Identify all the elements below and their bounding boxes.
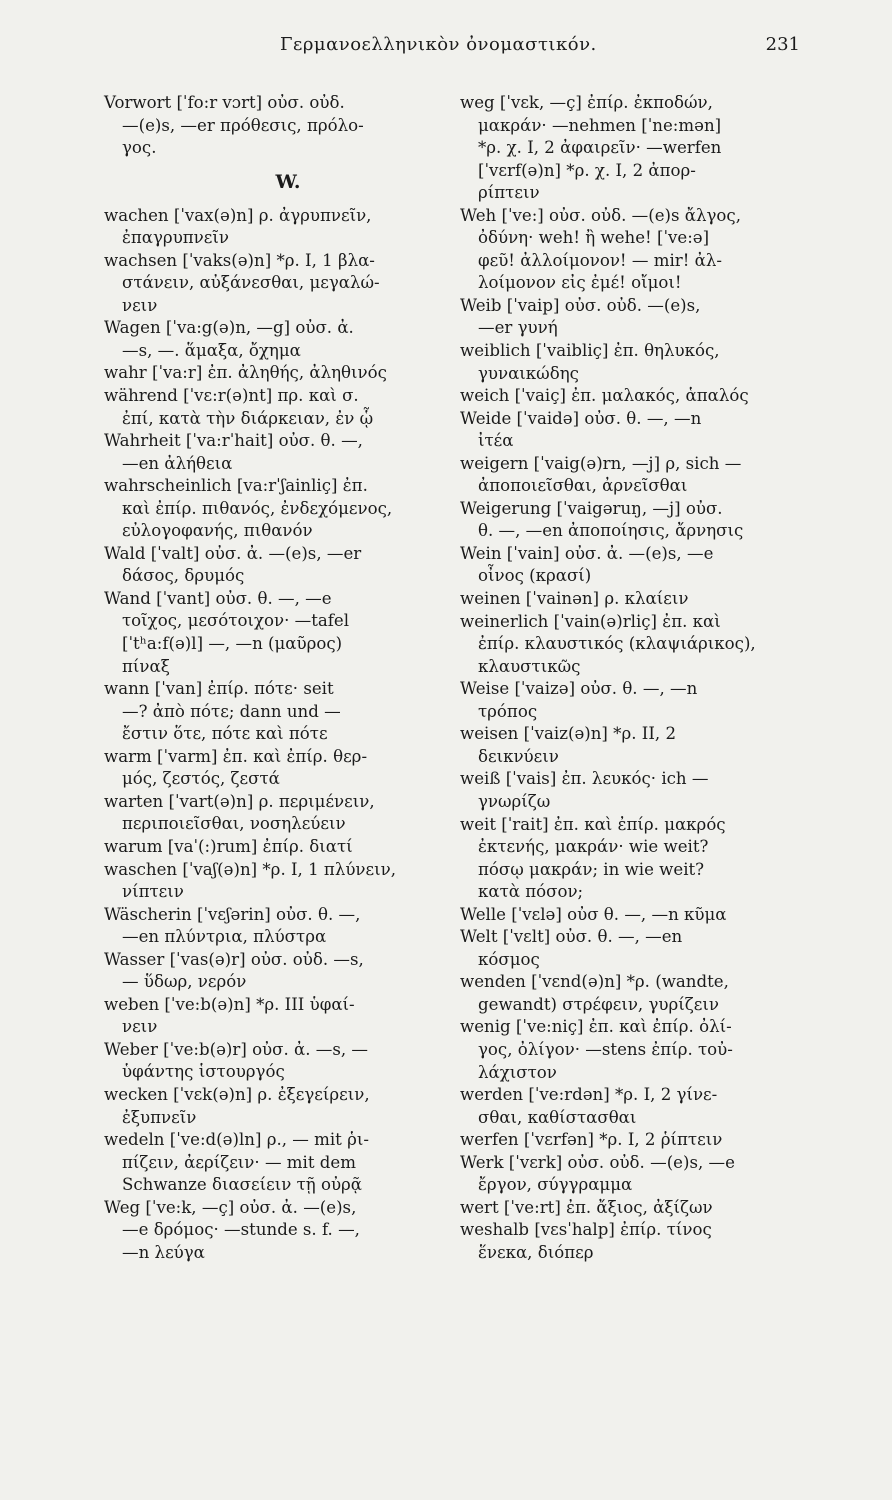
entry-continuation-line: γος.: [122, 138, 157, 158]
entry-headword-line: wachen [ˈvax(ə)n] ρ. ἀγρυπνεῖν,: [104, 205, 372, 225]
entry-continuation-line: λοίμονον εἰς ἐμέ! οἴμοι!: [478, 273, 682, 293]
entry-continuation-line: ἰτέα: [478, 431, 514, 451]
entry-continuation-line: νειν: [122, 295, 158, 315]
entry-headword-line: Werk [ˈvɛrk] οὐσ. οὐδ. —(e)s, —e: [460, 1152, 735, 1172]
entry-headword-line: warum [vaˈ(:)rum] ἐπίρ. διατί: [104, 836, 353, 856]
entry-headword-line: weinerlich [ˈvain(ə)rliç] ἐπ. καὶ: [460, 611, 721, 631]
entry-headword-line: wecken [ˈvɛk(ə)n] ρ. ἐξεγείρειν,: [104, 1084, 370, 1104]
entry-headword-line: warm [ˈvarm] ἐπ. καὶ ἐπίρ. θερ-: [104, 746, 368, 766]
entry-headword-line: wenig [ˈve:niç] ἐπ. καὶ ἐπίρ. ὀλί-: [460, 1017, 732, 1037]
entry-headword-line: Wahrheit [ˈva:rˈhait] οὐσ. θ. —,: [104, 431, 363, 451]
entry-continuation-line: —(e)s, —er πρόθεσις, πρόλο-: [122, 115, 364, 135]
entry-continuation-line: ὑφάντης ἱστουργός: [122, 1062, 285, 1082]
entry-continuation-line: γος, ὀλίγον· —stens ἐπίρ. τοὐ-: [478, 1039, 733, 1059]
entry-continuation-line: μός, ζεστός, ζεστά: [122, 769, 280, 789]
entry-continuation-line: τρόπος: [478, 701, 538, 721]
entry-continuation-line: — ὕδωρ, νερόν: [122, 972, 247, 992]
entry-continuation-line: ἐξυπνεῖν: [122, 1107, 197, 1127]
entry-headword-line: Weg [ˈve:k, —ç] οὐσ. ἀ. —(e)s,: [104, 1197, 357, 1217]
entry-headword-line: werden [ˈve:rdən] *ρ. I, 2 γίνε-: [460, 1085, 718, 1105]
entry-continuation-line: καὶ ἐπίρ. πιθανός, ἐνδεχόμενος,: [122, 498, 393, 518]
entry-continuation-line: κατὰ πόσον;: [478, 882, 584, 902]
entry-continuation-line: gewandt) στρέφειν, γυρίζειν: [478, 994, 719, 1014]
entry-headword-line: weich [ˈvaiç] ἐπ. μαλακός, ἁπαλός: [460, 386, 749, 406]
entry-headword-line: Vorwort [ˈfo:r vɔrt] οὐσ. οὐδ.: [104, 93, 345, 112]
entry-headword-line: werfen [ˈvɛrfən] *ρ. I, 2 ῥίπτειν: [460, 1130, 723, 1150]
entry-headword-line: Welle [ˈvɛlə] οὐσ θ. —, —n κῦμα: [460, 904, 727, 924]
entry-headword-line: warten [ˈvart(ə)n] ρ. περιμένειν,: [104, 791, 375, 811]
entry-continuation-line: ἐπαγρυπνεῖν: [122, 228, 229, 248]
entry-headword-line: Wein [ˈvain] οὐσ. ἀ. —(e)s, —e: [460, 543, 714, 563]
entry-continuation-line: —n λεύγα: [122, 1242, 205, 1262]
entry-continuation-line: πίναξ: [122, 656, 170, 676]
entry-continuation-line: στάνειν, αὐξάνεσθαι, μεγαλώ-: [122, 273, 380, 293]
entry-headword-line: wahr [ˈva:r] ἐπ. ἀληθής, ἀληθινός: [104, 363, 387, 383]
entry-continuation-line: νίπτειν: [122, 882, 184, 902]
entry-headword-line: Weber [ˈve:b(ə)r] οὐσ. ἀ. —s, —: [104, 1039, 369, 1059]
entry-headword-line: wann [ˈvan] ἐπίρ. πότε· seit: [104, 679, 334, 699]
entry-continuation-line: κόσμος: [478, 949, 540, 969]
entry-continuation-line: μακράν· —nehmen [ˈne:mən]: [478, 115, 722, 135]
entry-continuation-line: ἔστιν ὅτε, πότε καὶ πότε: [122, 724, 328, 744]
entry-headword-line: weigern [ˈvaig(ə)rn, —j] ρ, sich —: [460, 453, 742, 473]
entry-continuation-line: σθαι, καθίστασθαι: [478, 1107, 637, 1127]
entry-continuation-line: ἀποποιεῖσθαι, ἀρνεῖσθαι: [478, 476, 688, 496]
entry-continuation-line: —en ἀλήθεια: [122, 453, 233, 473]
entry-headword-line: weshalb [vɛsˈhalp] ἐπίρ. τίνος: [460, 1220, 712, 1240]
entry-continuation-line: ἐκτενής, μακράν· wie weit?: [478, 837, 709, 857]
entry-headword-line: Wald [ˈvalt] οὐσ. ἀ. —(e)s, —er: [104, 543, 362, 563]
entry-headword-line: weiblich [ˈvaibliç] ἐπ. θηλυκός,: [460, 341, 720, 361]
entry-continuation-line: νειν: [122, 1017, 158, 1037]
entry-continuation-line: δάσος, δρυμός: [122, 566, 245, 586]
entry-continuation-line: —en πλύντρια, πλύστρα: [122, 927, 327, 947]
entry-continuation-line: ρίπτειν: [478, 183, 540, 203]
entry-headword-line: waschen [ˈvaʃ(ə)n] *ρ. I, 1 πλύνειν,: [104, 859, 396, 879]
entry-continuation-line: ὀδύνη· weh! ἢ wehe! [ˈve:ə]: [478, 228, 710, 248]
entry-headword-line: Wäscherin [ˈvɛʃərin] οὐσ. θ. —,: [104, 904, 361, 924]
entry-continuation-line: δεικνύειν: [478, 746, 559, 766]
entry-continuation-line: ἕνεκα, διόπερ: [478, 1242, 594, 1262]
entry-continuation-line: —? ἀπὸ πότε; dann und —: [122, 701, 341, 721]
entry-continuation-line: περιποιεῖσθαι, νοσηλεύειν: [122, 814, 346, 834]
entry-headword-line: Weib [ˈvaip] οὐσ. οὐδ. —(e)s,: [460, 295, 701, 315]
entry-continuation-line: ἔργον, σύγγραμμα: [478, 1175, 633, 1195]
entry-headword-line: weben [ˈve:b(ə)n] *ρ. III ὑφαί-: [104, 994, 355, 1014]
entry-headword-line: weisen [ˈvaiz(ə)n] *ρ. II, 2: [460, 724, 677, 744]
page-number: 231: [765, 34, 800, 55]
right-column: [460, 92, 802, 1264]
entry-headword-line: wenden [ˈvɛnd(ə)n] *ρ. (wandte,: [460, 972, 729, 992]
entry-headword-line: Welt [ˈvɛlt] οὐσ. θ. —, —en: [460, 927, 683, 947]
entry-continuation-line: τοῖχος, μεσότοιχον· —tafel: [122, 611, 350, 631]
entry-headword-line: Weise [ˈvaizə] οὐσ. θ. —, —n: [460, 679, 698, 699]
entry-continuation-line: [ˈtʰa:f(ə)l] —, —n (μαῦρος): [122, 634, 343, 654]
entry-headword-line: Wand [ˈvant] οὐσ. θ. —, —e: [104, 588, 332, 608]
entry-continuation-line: θ. —, —en ἀποποίησις, ἄρνησις: [478, 521, 744, 541]
entry-continuation-line: *ρ. χ. I, 2 ἀφαιρεῖν· —werfen: [478, 138, 722, 158]
entry-headword-line: während [ˈvɛ:r(ə)nt] πρ. καὶ σ.: [104, 386, 359, 406]
entry-continuation-line: —e δρόμος· —stunde s. f. —,: [122, 1220, 360, 1240]
entry-headword-line: wahrscheinlich [va:rˈʃainliç] ἐπ.: [104, 476, 368, 496]
entry-headword-line: weit [ˈrait] ἐπ. καὶ ἐπίρ. μακρός: [460, 814, 726, 834]
entry-continuation-line: γνωρίζω: [478, 791, 551, 811]
entry-headword-line: weg [ˈvɛk, —ç] ἐπίρ. ἐκποδών,: [460, 93, 713, 112]
entry-continuation-line: πόσῳ μακράν; in wie weit?: [478, 859, 705, 879]
entry-continuation-line: [ˈvɛrf(ə)n] *ρ. χ. I, 2 ἀπορ-: [478, 160, 696, 180]
entry-continuation-line: —er γυνή: [478, 318, 558, 338]
entry-headword-line: Weigerung [ˈvaigəruŋ, —j] οὐσ.: [460, 498, 723, 518]
entry-headword-line: wert [ˈve:rt] ἐπ. ἄξιος, ἀξίζων: [460, 1197, 713, 1217]
entry-continuation-line: ἐπίρ. κλαυστικός (κλαψιάρικος),: [478, 634, 756, 654]
left-column: [104, 92, 442, 1264]
section-letter-heading: W.: [275, 170, 301, 193]
page-title: Γερμανοελληνικὸν ὀνομαστικόν.: [280, 34, 597, 55]
entry-continuation-line: φεῦ! ἀλλοίμονον! — mir! ἀλ-: [478, 250, 722, 270]
entry-continuation-line: εὐλογοφανής, πιθανόν: [122, 521, 313, 541]
entry-continuation-line: ἐπί, κατὰ τὴν διάρκειαν, ἐν ᾧ: [122, 408, 374, 428]
entry-continuation-line: —s, —. ἅμαξα, ὄχημα: [122, 340, 301, 360]
entry-headword-line: Weh [ˈve:] οὐσ. οὐδ. —(e)s ἄλγος,: [460, 205, 741, 225]
entry-continuation-line: λάχιστον: [478, 1062, 557, 1082]
entry-headword-line: Wagen [ˈva:g(ə)n, —g] οὐσ. ἀ.: [104, 318, 354, 338]
entry-continuation-line: Schwanze διασείειν τῇ οὐρᾷ: [122, 1175, 363, 1195]
entry-continuation-line: γυναικώδης: [478, 363, 579, 383]
entry-continuation-line: πίζειν, ἀερίζειν· — mit dem: [122, 1152, 356, 1172]
running-head: [0, 34, 892, 60]
entry-continuation-line: κλαυστικῶς: [478, 656, 581, 676]
entry-headword-line: Weide [ˈvaidə] οὐσ. θ. —, —n: [460, 408, 702, 428]
entry-headword-line: Wasser [ˈvas(ə)r] οὐσ. οὐδ. —s,: [104, 949, 364, 969]
entry-headword-line: weinen [ˈvainən] ρ. κλαίειν: [460, 589, 689, 609]
entry-continuation-line: οἶνος (κρασί): [478, 566, 592, 586]
entry-headword-line: wedeln [ˈve:d(ə)ln] ρ., — mit ῥι-: [104, 1130, 369, 1150]
entry-headword-line: wachsen [ˈvaks(ə)n] *ρ. I, 1 βλα-: [104, 250, 375, 270]
entry-headword-line: weiß [ˈvais] ἐπ. λευκός· ich —: [460, 769, 709, 789]
